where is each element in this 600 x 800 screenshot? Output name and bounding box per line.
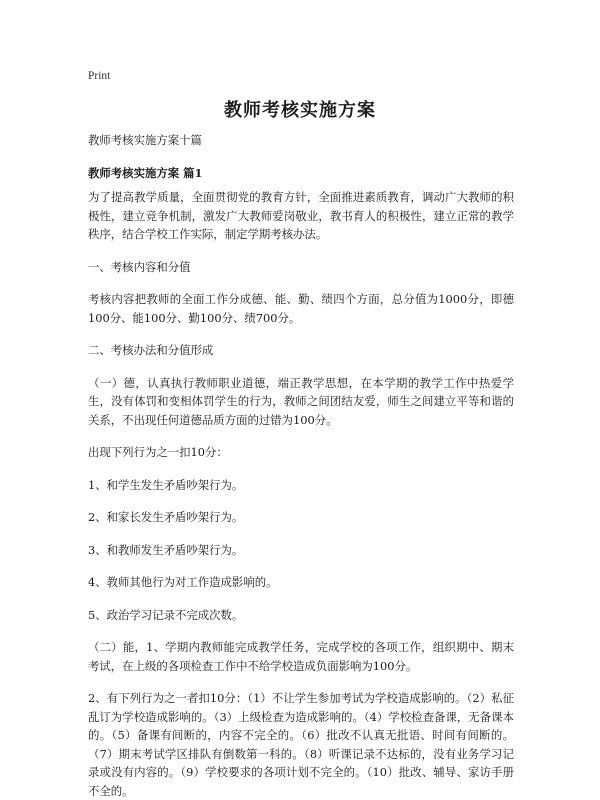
paragraph-ability: （二）能，1、学期内教师能完成教学任务，完成学校的各项工作，组织期中、期末考试，在上级的各项检查工作中不给学校造成负面影响为100分。 [88, 640, 514, 673]
list-item: 3、和教师发生矛盾吵架行为。 [88, 542, 244, 557]
section-heading: 教师考核实施方案 篇1 [88, 165, 203, 180]
paragraph-deduction-intro: 出现下列行为之一扣10分： [88, 445, 228, 459]
list-item: 5、政治学习记录不完成次数。 [88, 607, 244, 622]
list-item: 2、和家长发生矛盾吵架行为。 [88, 510, 244, 524]
document-subtitle: 教师考核实施方案十篇 [88, 133, 202, 147]
heading-assessment-method: 二、考核办法和分值形成 [88, 343, 214, 357]
paragraph-assessment-content: 考核内容把教师的全面工作分成德、能、勤、绩四个方面，总分值为1000分，即德100分、能100分、勤100分、绩700分。 [88, 292, 514, 325]
page-title: 教师考核实施方案 [224, 100, 376, 121]
paragraph-morality: （一）德，认真执行教师职业道德，端正教学思想，在本学期的教学工作中热爱学生，没有体罚和变相体罚学生的行为，教师之间团结友爱，师生之间建立平等和谐的关系，不出现任何道德品质方面的过错为100分。 [88, 375, 514, 427]
paragraph-intro: 为了提高教学质量，全面贯彻党的教育方针，全面推进素质教育，调动广大教师的积极性，建立竞争机制，激发广大教师爱岗敬业，教书育人的积极性，建立正常的教学秩序，结合学校工作实际，制定学期考核办法。 [88, 190, 514, 241]
heading-assessment-content: 一、考核内容和分值 [88, 259, 191, 274]
print-link[interactable]: Print [88, 70, 111, 82]
paragraph-ability-deductions: 2、有下列行为之一者扣10分：（1）不让学生参加考试为学校造成影响的。（2）私征乱订为学校造成影响的。（3）上级检查为造成影响的。（4）学校检查备课，无备课本的。（5）备课有间断的，内容不完全的。（6）批改不认真无批语、时间有间断的。（7）期末考试学区排队有倒数第一科的。（8）听课记录不达标的，没有业务学习记录或没有内容的。（9）学校要求的各项计划不完全的。（10）批改、辅导、家访手册不全的。 [88, 691, 514, 798]
document-body [88, 131, 514, 800]
list-item: 4、教师其他行为对工作造成影响的。 [88, 575, 278, 589]
list-item: 1、和学生发生矛盾吵架行为。 [88, 477, 244, 492]
